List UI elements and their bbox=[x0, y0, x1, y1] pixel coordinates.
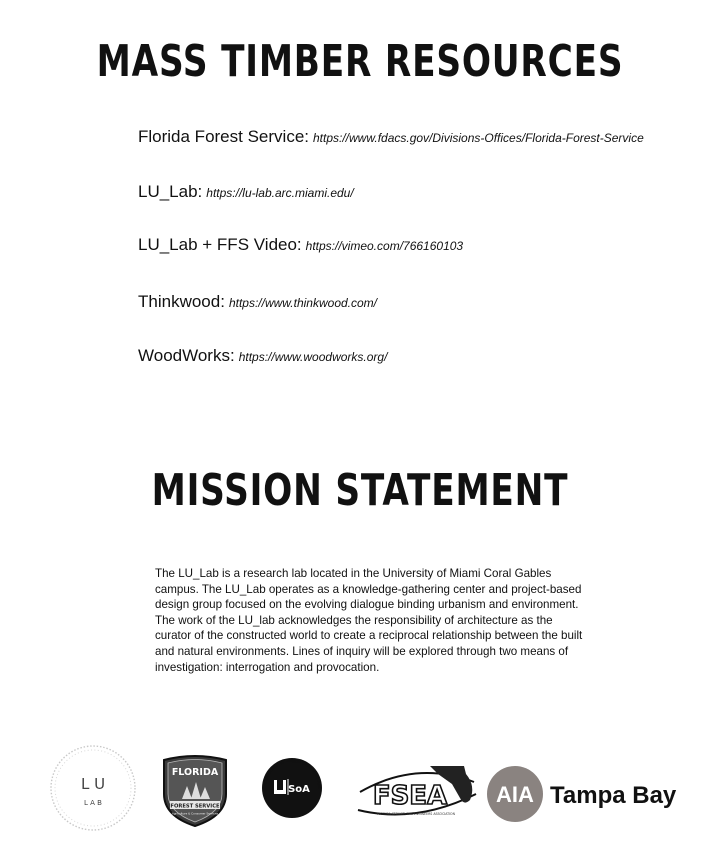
mission-line: curator of the constructed world to create a reciprocal relationship between the built bbox=[155, 629, 583, 643]
aia-tampa-bay-logo bbox=[486, 764, 686, 824]
ffs-top-text: FLORIDA bbox=[171, 767, 219, 778]
resource-label: Florida Forest Service: bbox=[138, 127, 309, 146]
ffs-bottom-text: FOREST SERVICE bbox=[170, 803, 220, 810]
resource-label: WoodWorks: bbox=[138, 346, 235, 365]
usoa-logo bbox=[256, 752, 328, 824]
mission-paragraph bbox=[155, 566, 595, 675]
resource-label: LU_Lab: bbox=[138, 182, 203, 201]
resource-link[interactable]: https://www.fdacs.gov/Divisions-Offices/Florida-Forest-Service bbox=[313, 131, 644, 145]
mission-line: investigation: interrogation and provocation. bbox=[155, 660, 380, 674]
resource-item bbox=[138, 127, 644, 147]
mission-line: design group focused on the evolving dialogue binding urbanism and environment. bbox=[155, 598, 579, 612]
resource-label: LU_Lab + FFS Video: bbox=[138, 235, 302, 254]
resource-item bbox=[138, 346, 387, 366]
resource-link[interactable]: https://www.thinkwood.com/ bbox=[228, 296, 377, 310]
resource-item bbox=[138, 182, 354, 202]
lulab-top-text: L U bbox=[80, 775, 106, 793]
fsea-text: FSEA bbox=[372, 781, 448, 811]
lu-lab-logo bbox=[48, 743, 138, 833]
aia-badge-text: AIA bbox=[496, 782, 534, 807]
mission-heading: MISSION STATEMENT bbox=[151, 465, 569, 516]
aia-text: Tampa Bay bbox=[550, 782, 677, 809]
resource-item bbox=[138, 235, 463, 255]
resource-link[interactable]: https://www.woodworks.org/ bbox=[238, 350, 388, 364]
resource-link[interactable]: https://lu-lab.arc.miami.edu/ bbox=[206, 186, 354, 200]
resource-label: Thinkwood: bbox=[138, 292, 225, 311]
florida-forest-service-logo bbox=[160, 754, 230, 828]
mission-line: The LU_Lab is a research lab located in the University of Miami Coral Gables bbox=[155, 567, 552, 580]
mission-line: and natural environments. Lines of inquiry will be explored through two means of bbox=[155, 644, 569, 658]
resource-item bbox=[138, 292, 377, 312]
lulab-bottom-text: L A B bbox=[84, 799, 102, 807]
mission-line: campus. The LU_Lab operates as a knowledge-gathering center and project-based bbox=[155, 582, 582, 596]
mission-line: The work of the LU_lab acknowledges the responsibility of architecture as the bbox=[155, 613, 553, 627]
resources-heading: MASS TIMBER RESOURCES bbox=[96, 36, 624, 87]
fsea-logo bbox=[352, 752, 480, 824]
ffs-small-text: Agriculture & Consumer Services bbox=[171, 811, 219, 816]
fsea-sub-text: FLORIDA STRUCTURAL ENGINEERS ASSOCIATION bbox=[377, 812, 455, 816]
usoa-ring-text: University of Miami School of Arc bbox=[262, 757, 323, 789]
resource-link[interactable]: https://vimeo.com/766160103 bbox=[305, 239, 464, 253]
usoa-text: SoA bbox=[288, 784, 310, 795]
